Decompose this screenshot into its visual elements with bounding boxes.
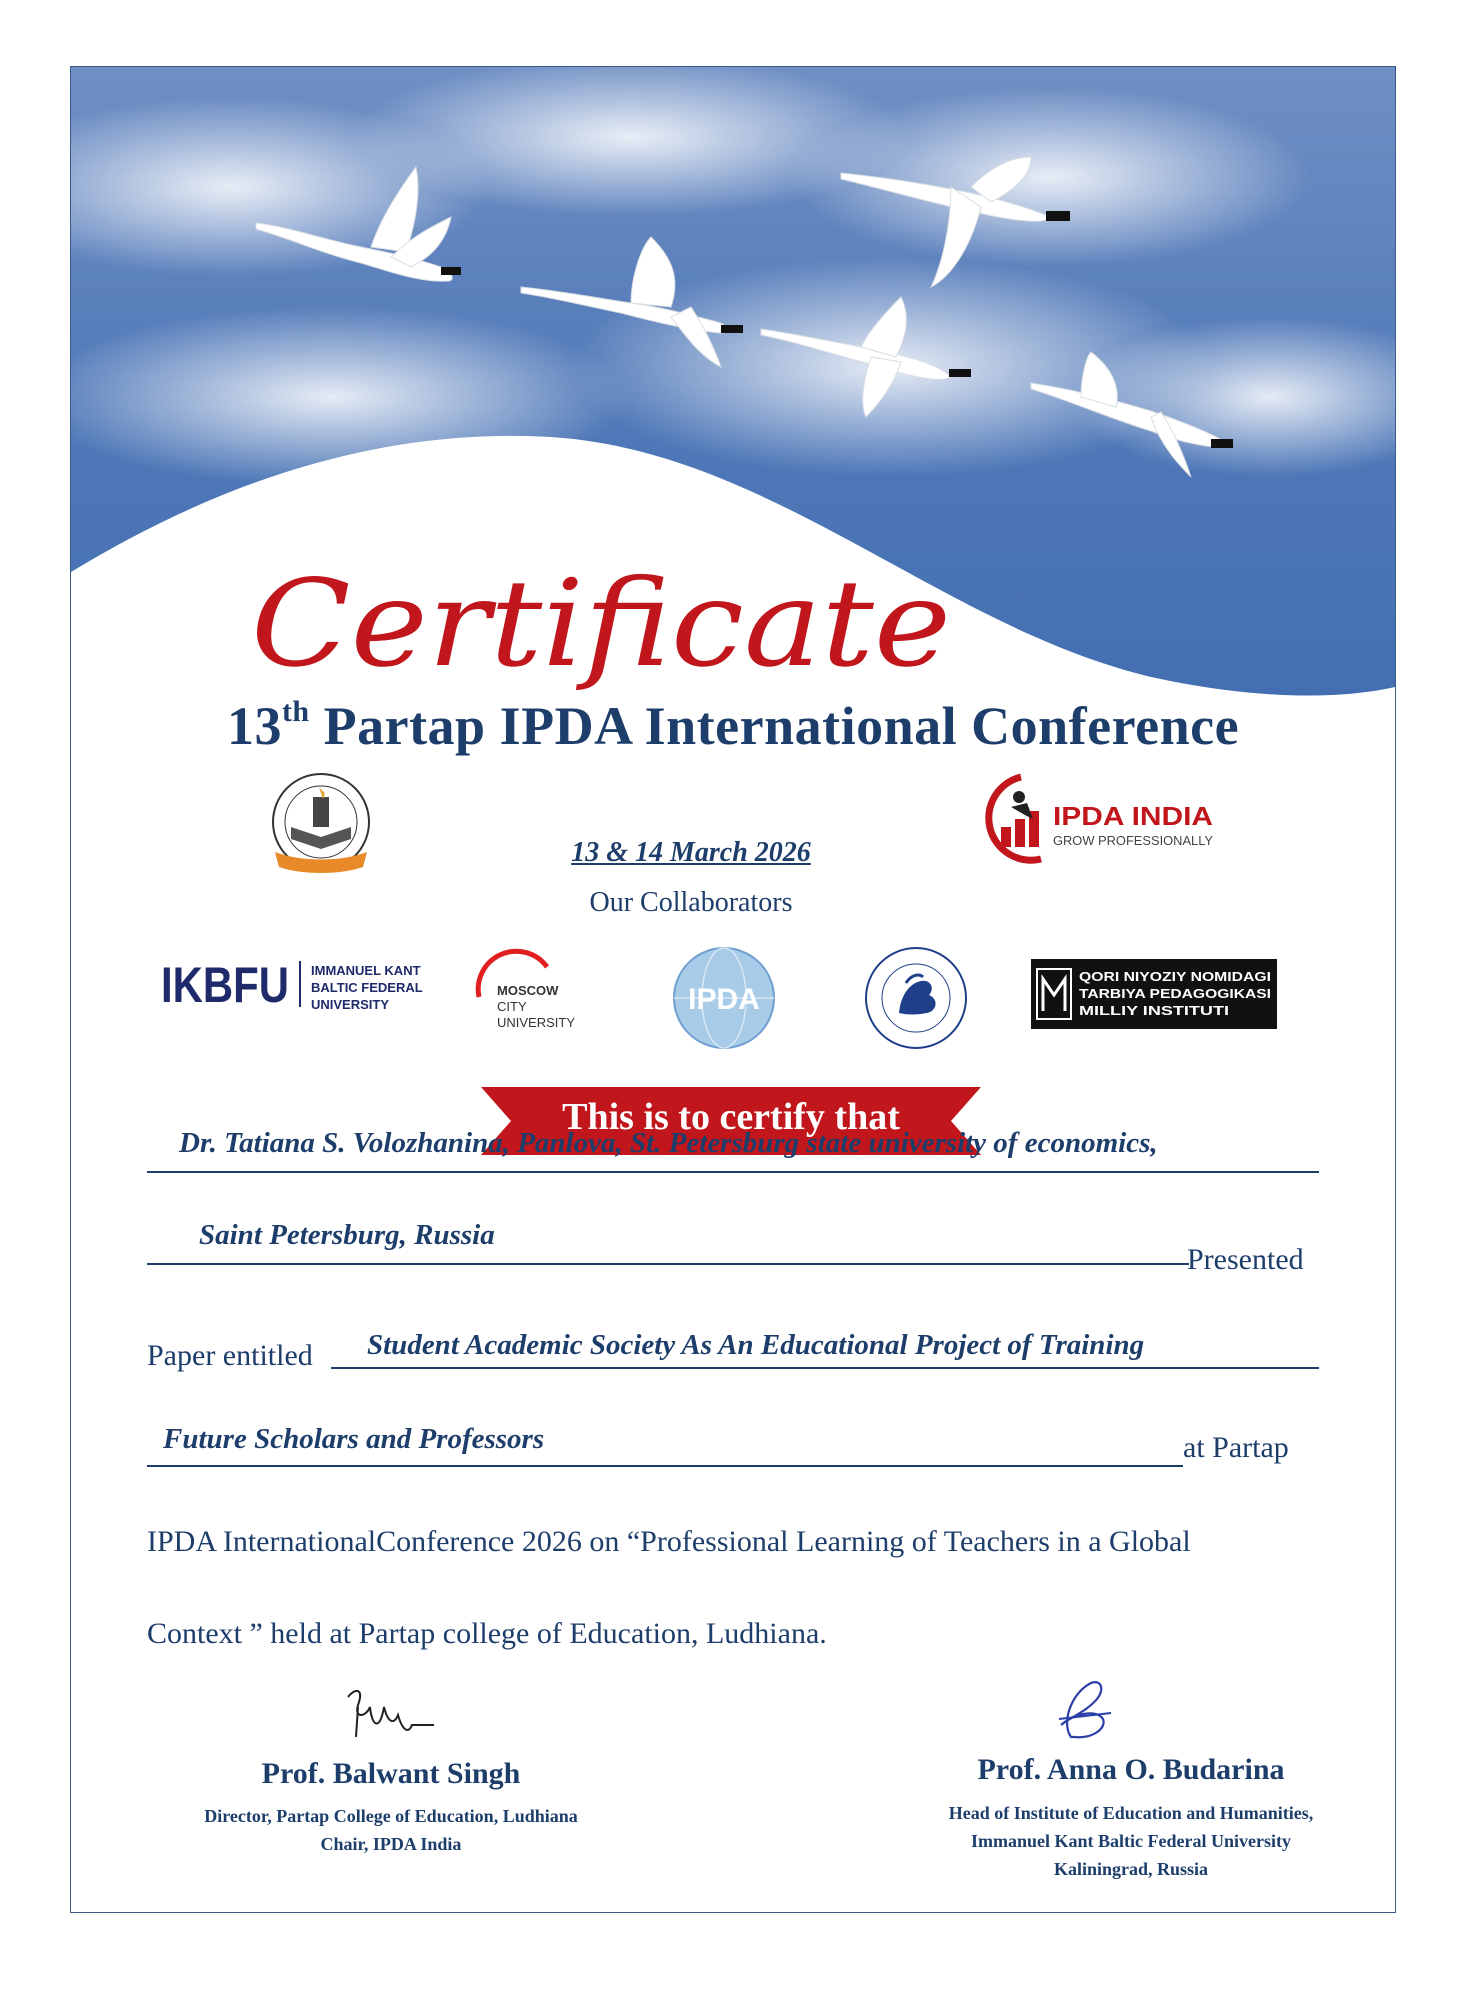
recipient-line-2: Saint Petersburg, Russia xyxy=(199,1219,495,1251)
ipda-india-logo xyxy=(971,767,1221,877)
kazan-university-seal-logo xyxy=(861,943,971,1053)
signatory-1-role xyxy=(131,1802,651,1858)
presented-label: Presented xyxy=(1187,1243,1304,1276)
moscow-line2: CITY xyxy=(497,999,527,1014)
moscow-line1: MOSCOW xyxy=(497,983,559,998)
body-line-1: IPDA InternationalConference 2026 on “Professional Learning of Teachers in a Global xyxy=(147,1525,1191,1558)
ikbfu-abbr: IKBFU xyxy=(161,957,289,1013)
paper-title-underline-2 xyxy=(147,1465,1183,1467)
recipient-line-1: Dr. Tatiana S. Volozhanina, Panlova, St. Petersburg state university of economics, xyxy=(179,1127,1158,1159)
ipda-globe-text: IPDA xyxy=(688,983,760,1016)
signatory-1-role-line-1: Director, Partap College of Education, Ludhiana xyxy=(204,1806,578,1826)
signatory-2-role xyxy=(861,1799,1396,1883)
signatory-2-role-line-1: Head of Institute of Education and Humanities, xyxy=(948,1803,1314,1823)
moscow-line3: UNIVERSITY xyxy=(497,1015,576,1030)
collaborators-label: Our Collaborators xyxy=(589,887,793,918)
qori-niyoziy-institute-logo xyxy=(1031,959,1281,1029)
signatory-1-name: Prof. Balwant Singh xyxy=(261,1757,521,1790)
qori-line2: TARBIYA PEDAGOGIKASI xyxy=(1079,986,1271,1001)
signatory-1-role-line-2: Chair, IPDA India xyxy=(320,1834,462,1854)
paper-title-line-2: Future Scholars and Professors xyxy=(163,1423,545,1455)
ikbfu-line1: IMMANUEL KANT xyxy=(311,963,421,978)
conference-number: 13 xyxy=(226,696,282,756)
certify-banner-text: This is to certify that xyxy=(562,1096,900,1138)
recipient-underline-1 xyxy=(147,1171,1319,1173)
signatory-2-role-line-2: Immanuel Kant Baltic Federal University xyxy=(971,1831,1291,1851)
certificate-frame xyxy=(70,66,1396,1913)
ikbfu-logo xyxy=(161,947,461,1027)
paper-title-line-1: Student Academic Society As An Educational Project of Training xyxy=(367,1329,1145,1361)
conference-title xyxy=(71,695,1395,757)
ipda-india-tagline: GROW PROFESSIONALLY xyxy=(1053,833,1214,848)
moscow-city-university-logo xyxy=(471,947,621,1047)
ikbfu-line2: BALTIC FEDERAL xyxy=(311,980,423,995)
ikbfu-line3: UNIVERSITY xyxy=(311,997,390,1012)
recipient-underline-2 xyxy=(147,1263,1189,1265)
at-partap-label: at Partap xyxy=(1183,1431,1289,1464)
conference-date: 13 & 14 March 2026 xyxy=(571,837,811,868)
qori-line1: QORI NIYOZIY NOMIDAGI xyxy=(1079,969,1271,984)
conference-name: Partap IPDA International Conference xyxy=(323,696,1240,756)
paper-entitled-label: Paper entitled xyxy=(147,1339,313,1372)
qori-line3: MILLIY INSTITUTI xyxy=(1079,1003,1229,1018)
ipda-india-name: IPDA INDIA xyxy=(1053,801,1214,831)
signature-anna-budarina xyxy=(1031,1673,1131,1753)
conference-ordinal: th xyxy=(281,695,310,728)
paper-title-underline-1 xyxy=(331,1367,1319,1369)
certificate-heading-text: Certificate xyxy=(251,555,951,694)
signatory-2-name: Prof. Anna O. Budarina xyxy=(977,1753,1285,1786)
signature-balwant-singh xyxy=(336,1677,446,1757)
certificate-heading xyxy=(231,535,991,715)
partap-college-seal-logo xyxy=(261,767,381,887)
body-line-2: Context ” held at Partap college of Education, Ludhiana. xyxy=(147,1617,827,1650)
ipda-globe-logo xyxy=(669,943,779,1053)
signatory-2-role-line-3: Kaliningrad, Russia xyxy=(1053,1859,1209,1879)
